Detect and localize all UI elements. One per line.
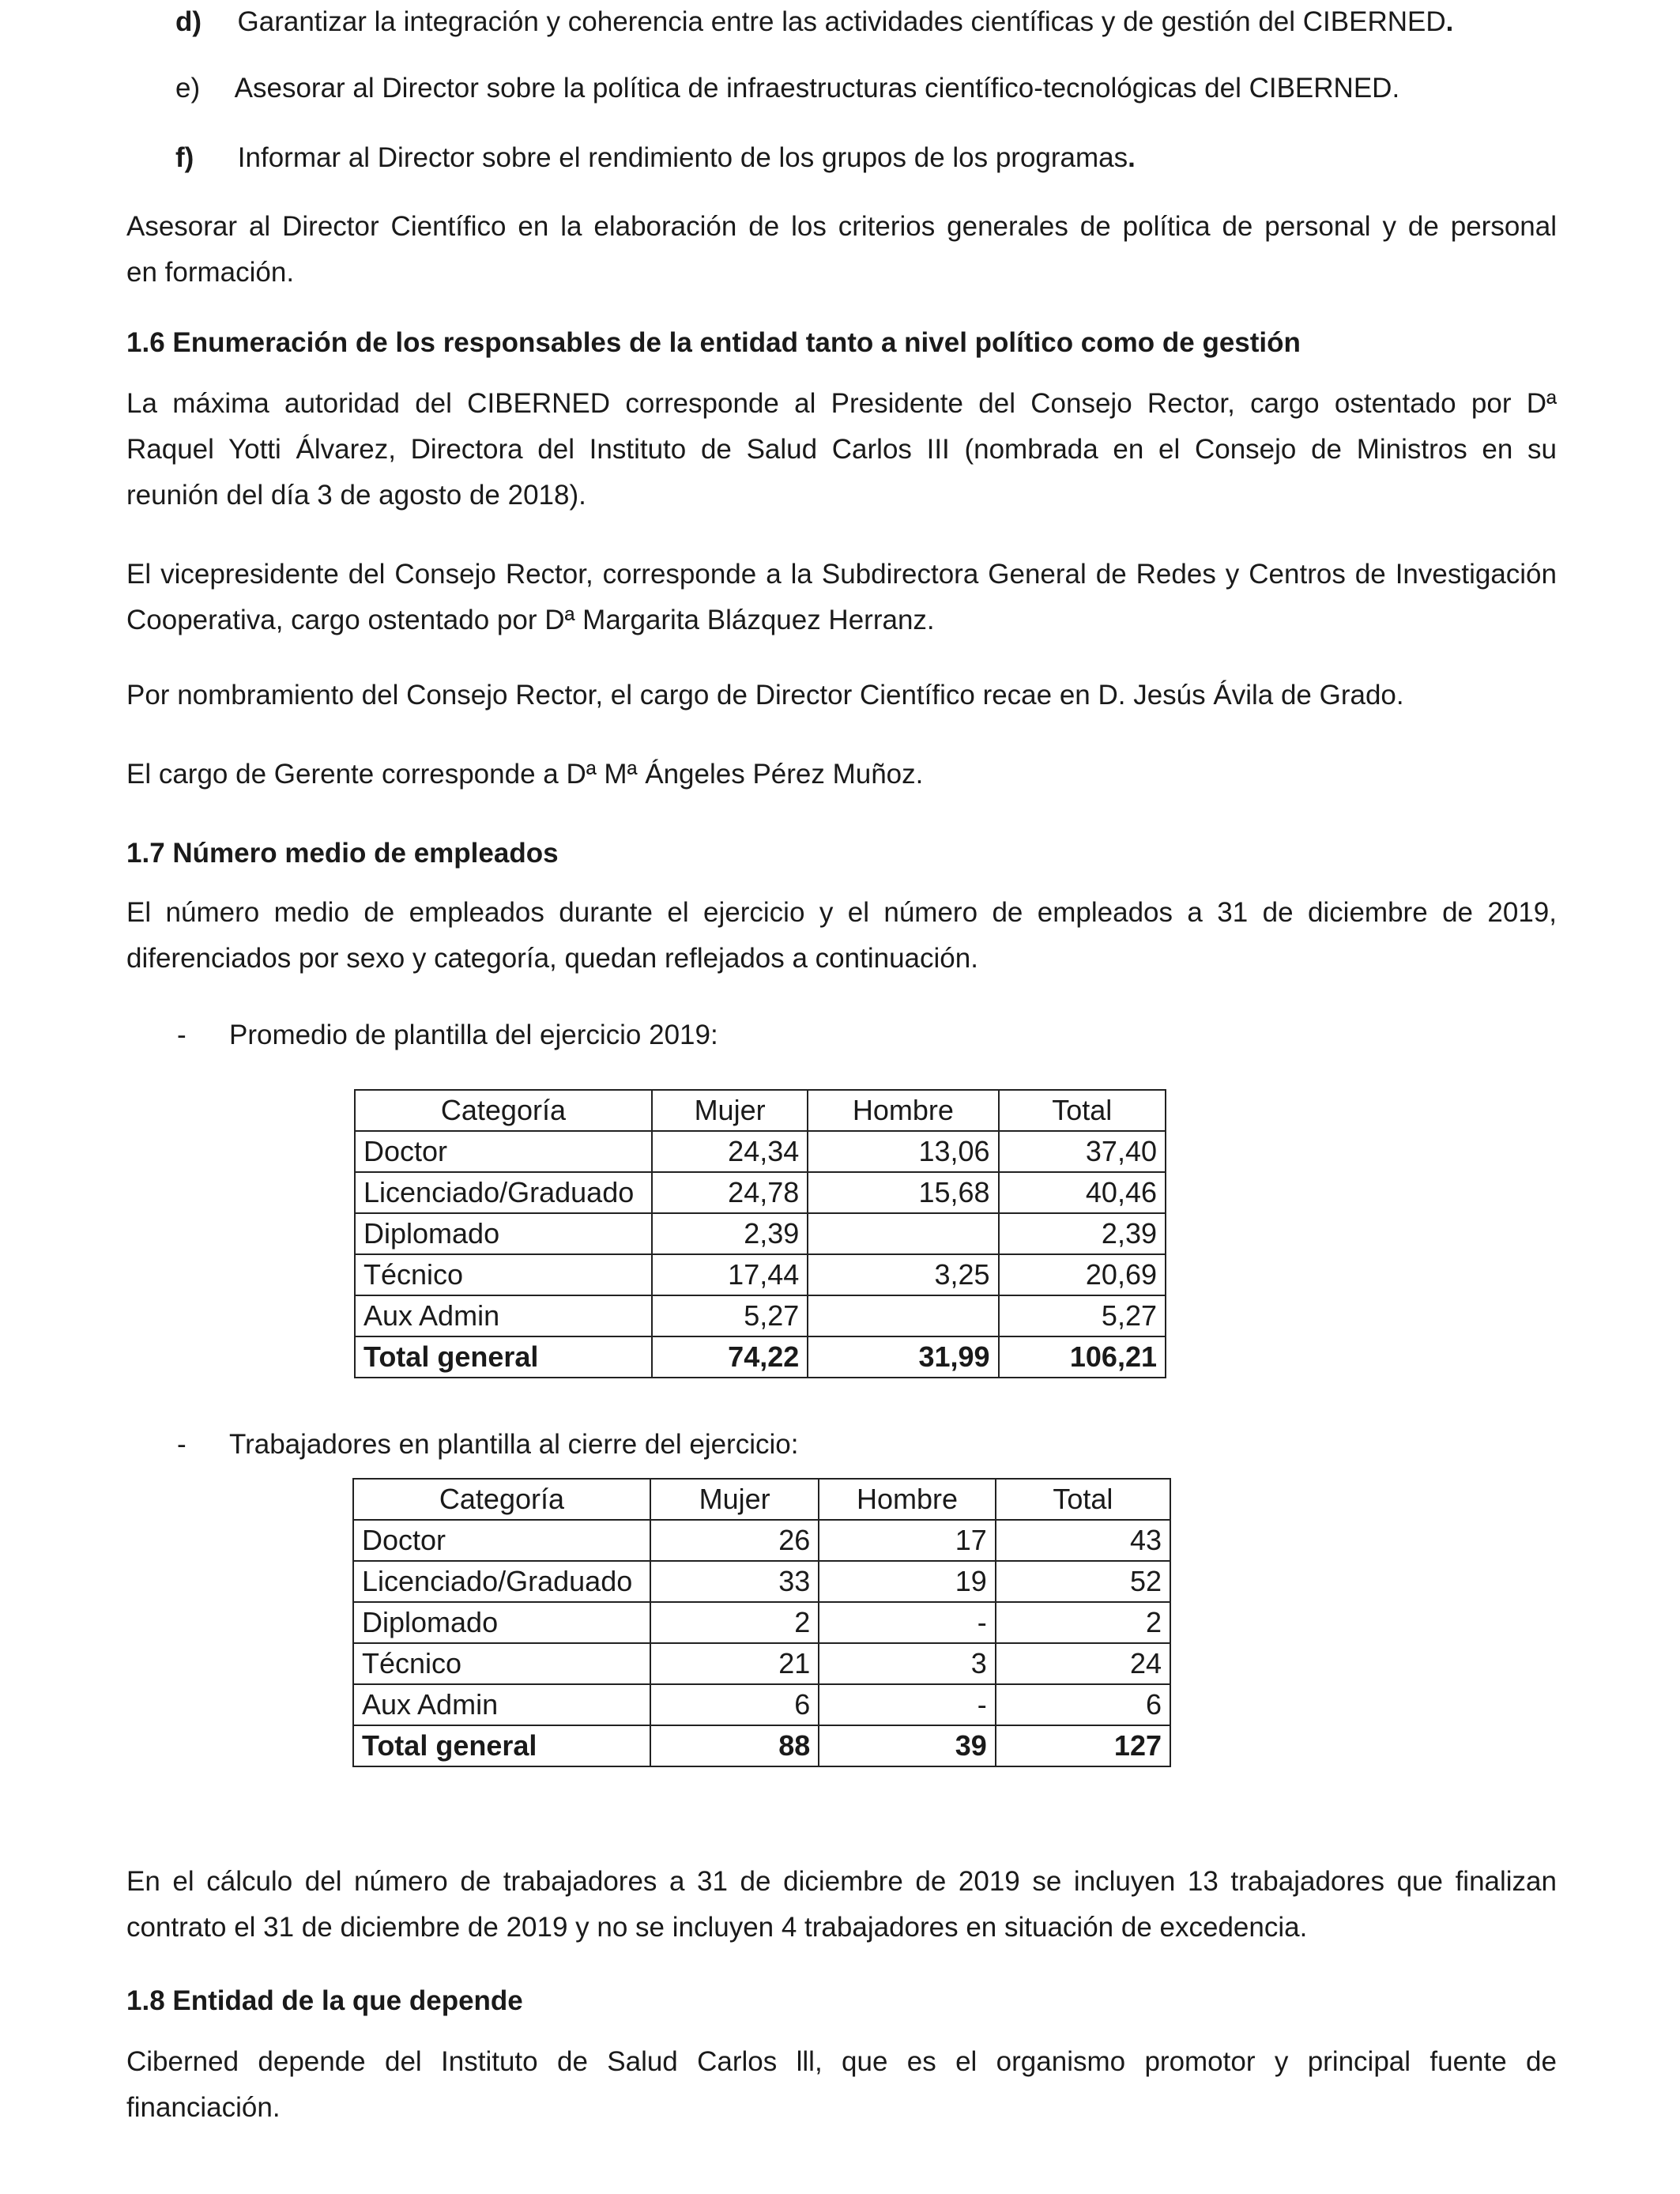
paragraph-line: Raquel Yotti Álvarez, Directora del Instituto de Salud Carlos III (nombrada en el Consejo de Ministros en su [126, 434, 1557, 465]
value-cell: 5,27 [999, 1295, 1166, 1336]
paragraph-line: diferenciados por sexo y categoría, quedan reflejados a continuación. [126, 943, 978, 974]
paragraph-line: Cooperativa, cargo ostentado por Dª Margarita Blázquez Herranz. [126, 605, 935, 635]
category-cell: Aux Admin [355, 1295, 652, 1336]
paragraph-empleados-intro [126, 890, 1557, 982]
list-marker: e) [175, 73, 201, 104]
table-header-row [353, 1479, 1170, 1520]
paragraph-line: Asesorar al Director Científico en la elaboración de los criterios generales de política de personal y de personal [126, 211, 1557, 242]
value-cell: 2 [650, 1602, 819, 1643]
paragraph-line: Ciberned depende del Instituto de Salud Carlos lll, que es el organismo promotor y principal fuente de [126, 2046, 1557, 2077]
category-cell: Diplomado [355, 1213, 652, 1254]
value-cell: 24,34 [652, 1131, 808, 1172]
category-cell: Total general [353, 1725, 650, 1766]
value-cell: 26 [650, 1520, 819, 1561]
list-item-e [175, 66, 1399, 111]
paragraph-line: El número medio de empleados durante el ejercicio y el número de empleados a 31 de diciembre de 2019, [126, 897, 1557, 928]
value-cell: 6 [650, 1684, 819, 1725]
table-header-cell: Total [996, 1479, 1170, 1520]
value-cell: 88 [650, 1725, 819, 1766]
list-item-f [175, 136, 1136, 180]
value-cell: - [819, 1602, 996, 1643]
paragraph-vicepresidente [126, 552, 1557, 643]
table-header-row [355, 1090, 1166, 1131]
table-row [353, 1520, 1170, 1561]
trabajadores-cierre-table [352, 1478, 1171, 1767]
table-header-cell: Mujer [652, 1090, 808, 1131]
table2-caption: Trabajadores en plantilla al cierre del ejercicio: [229, 1429, 799, 1460]
value-cell: 21 [650, 1643, 819, 1684]
value-cell: 31,99 [808, 1336, 998, 1378]
list-marker: d) [175, 6, 202, 37]
value-cell: 2,39 [652, 1213, 808, 1254]
list-item-text: Asesorar al Director sobre la política de infraestructuras científico-tecnológicas del CIBERNED. [234, 73, 1400, 104]
table-row [353, 1684, 1170, 1725]
paragraph-line: contrato el 31 de diciembre de 2019 y no se incluyen 4 trabajadores en situación de excedencia. [126, 1912, 1308, 1943]
table-row [355, 1172, 1166, 1213]
category-cell: Total general [355, 1336, 652, 1378]
list-marker: f) [175, 142, 194, 173]
paragraph-director-cientifico: Por nombramiento del Consejo Rector, el cargo de Director Científico recae en D. Jesús Ávila de Grado. [126, 680, 1404, 711]
table-header-cell: Mujer [650, 1479, 819, 1520]
paragraph-calculo-trabajadores [126, 1859, 1557, 1951]
paragraph-gerente: El cargo de Gerente corresponde a Dª Mª Ángeles Pérez Muñoz. [126, 759, 924, 790]
value-cell: 2 [996, 1602, 1170, 1643]
list-item-text: Garantizar la integración y coherencia entre las actividades científicas y de gestión del CIBERNED [237, 6, 1446, 37]
value-cell: 5,27 [652, 1295, 808, 1336]
value-cell: 20,69 [999, 1254, 1166, 1295]
value-cell: 39 [819, 1725, 996, 1766]
paragraph-line: En el cálculo del número de trabajadores a 31 de diciembre de 2019 se incluyen 13 trabajadores que finalizan [126, 1866, 1557, 1897]
promedio-plantilla-table [354, 1089, 1166, 1378]
value-cell: 15,68 [808, 1172, 998, 1213]
category-cell: Técnico [355, 1254, 652, 1295]
value-cell: 24 [996, 1643, 1170, 1684]
value-cell [808, 1213, 998, 1254]
list-item-text: Informar al Director sobre el rendimiento de los grupos de los programas [237, 142, 1128, 173]
value-cell: 17 [819, 1520, 996, 1561]
category-cell: Doctor [355, 1131, 652, 1172]
value-cell: 3,25 [808, 1254, 998, 1295]
table-row [355, 1131, 1166, 1172]
value-cell: - [819, 1684, 996, 1725]
table-total-row [355, 1336, 1166, 1378]
value-cell: 3 [819, 1643, 996, 1684]
table1-caption: Promedio de plantilla del ejercicio 2019: [229, 1020, 718, 1050]
category-cell: Aux Admin [353, 1684, 650, 1725]
paragraph-entidad [126, 2039, 1557, 2131]
list-dash: - [177, 1020, 186, 1050]
category-cell: Doctor [353, 1520, 650, 1561]
value-cell: 2,39 [999, 1213, 1166, 1254]
category-cell: Técnico [353, 1643, 650, 1684]
table-row [355, 1295, 1166, 1336]
list-item-end: . [1128, 142, 1136, 173]
value-cell: 74,22 [652, 1336, 808, 1378]
value-cell: 52 [996, 1561, 1170, 1602]
value-cell: 6 [996, 1684, 1170, 1725]
paragraph-line: La máxima autoridad del CIBERNED corresponde al Presidente del Consejo Rector, cargo ostentado por Dª [126, 388, 1557, 419]
table-header-cell: Hombre [808, 1090, 998, 1131]
value-cell: 127 [996, 1725, 1170, 1766]
table-row [353, 1643, 1170, 1684]
value-cell: 40,46 [999, 1172, 1166, 1213]
value-cell: 33 [650, 1561, 819, 1602]
paragraph-line: en formación. [126, 257, 295, 288]
section-heading-1-6: 1.6 Enumeración de los responsables de la entidad tanto a nivel político como de gestión [126, 327, 1301, 358]
paragraph-line: El vicepresidente del Consejo Rector, corresponde a la Subdirectora General de Redes y Centros de Investigación [126, 559, 1557, 590]
list-dash: - [177, 1429, 186, 1460]
table-total-row [353, 1725, 1170, 1766]
paragraph-line: reunión del día 3 de agosto de 2018). [126, 480, 586, 511]
category-cell: Licenciado/Graduado [355, 1172, 652, 1213]
category-cell: Licenciado/Graduado [353, 1561, 650, 1602]
list-item-d [175, 0, 1453, 44]
table-row [355, 1254, 1166, 1295]
table-row [353, 1561, 1170, 1602]
section-heading-1-7: 1.7 Número medio de empleados [126, 838, 559, 869]
value-cell: 24,78 [652, 1172, 808, 1213]
category-cell: Diplomado [353, 1602, 650, 1643]
table-header-cell: Categoría [355, 1090, 652, 1131]
section-heading-1-8: 1.8 Entidad de la que depende [126, 1985, 523, 2016]
table-row [353, 1602, 1170, 1643]
value-cell: 19 [819, 1561, 996, 1602]
table-header-cell: Categoría [353, 1479, 650, 1520]
table-row [355, 1213, 1166, 1254]
value-cell: 17,44 [652, 1254, 808, 1295]
value-cell: 43 [996, 1520, 1170, 1561]
paragraph-presidente [126, 381, 1557, 518]
table-header-cell: Total [999, 1090, 1166, 1131]
value-cell: 106,21 [999, 1336, 1166, 1378]
paragraph-line: financiación. [126, 2092, 281, 2123]
value-cell: 13,06 [808, 1131, 998, 1172]
paragraph-asesorar [126, 204, 1557, 296]
value-cell [808, 1295, 998, 1336]
list-item-end: . [1445, 6, 1454, 37]
value-cell: 37,40 [999, 1131, 1166, 1172]
table-header-cell: Hombre [819, 1479, 996, 1520]
